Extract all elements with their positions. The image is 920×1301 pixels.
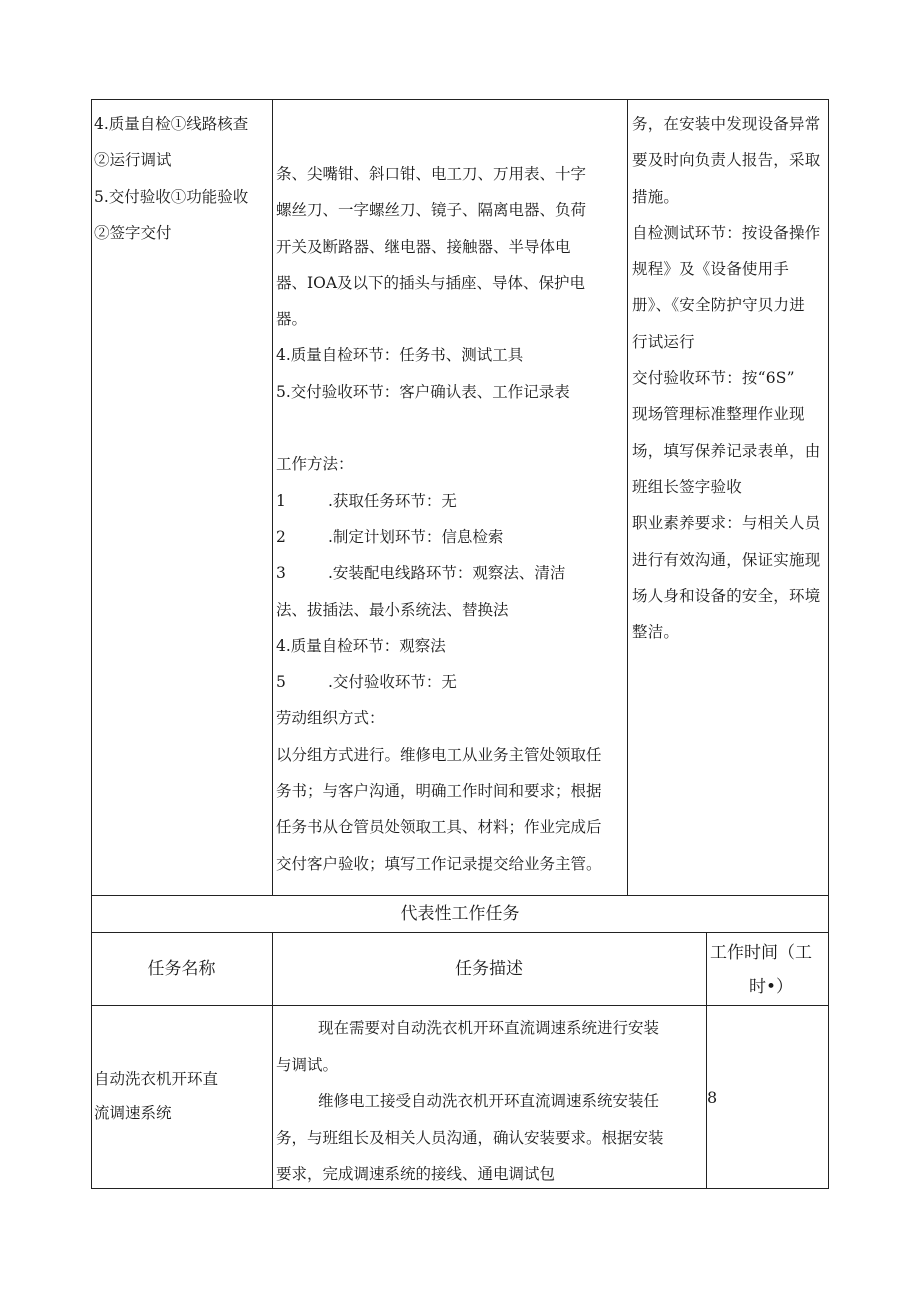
- tools-and-methods-cell: [276, 156, 624, 882]
- text-line: ②签字交付: [94, 223, 172, 242]
- text-line: 务书；与客户沟通，明确工作时间和要求；根据: [276, 782, 602, 801]
- text-line: 任务书从仓管员处领取工具、材料；作业完成后: [276, 818, 602, 837]
- text-line: 务，在安装中发现设备异常: [632, 115, 821, 133]
- header-task-name: 任务名称: [147, 959, 216, 979]
- text-line: ②运行调试: [94, 151, 172, 170]
- text-line: 法、拔插法、最小系统法、替换法: [276, 600, 509, 619]
- table-left-border: [91, 99, 92, 1189]
- text-line: 以分组方式进行。维修电工从业务主管处领取任: [276, 745, 602, 764]
- table-top-border: [91, 99, 829, 100]
- text-line: 班组长签字验收: [632, 477, 742, 496]
- work-steps-cell: [94, 106, 270, 251]
- text-line: 器、IOA及以下的插头与插座、导体、保护电: [276, 273, 586, 292]
- text-line: 4.质量自检①线路核查: [94, 115, 249, 133]
- text-line: 整洁。: [632, 623, 680, 642]
- row-divider: [91, 895, 829, 896]
- text-line: 与调试。: [276, 1055, 339, 1074]
- text-line: 交付客户验收；填写工作记录提交给业务主管。: [276, 854, 602, 873]
- text-line: 进行有效沟通，保证实施现: [632, 550, 821, 569]
- text-line: 维修电工接受自动洗衣机开环直流调速系统安装任: [318, 1092, 660, 1110]
- header-work-time-line2: 时•）: [748, 977, 794, 997]
- text-line: 螺丝刀、一字螺丝刀、镜子、隔离电器、负荷: [276, 201, 587, 220]
- method-item: 2 .制定计划环节：信息检索: [276, 527, 504, 546]
- text-line: 措施。: [632, 187, 680, 206]
- task-name-line: 流调速系统: [94, 1104, 172, 1122]
- table-right-border: [828, 99, 829, 1189]
- text-line: 条、尖嘴钳、斜口钳、电工刀、万用表、十字: [276, 165, 587, 183]
- section-title: 代表性工作任务: [400, 904, 520, 924]
- column-divider: [627, 99, 628, 896]
- text-line: 行试运行: [632, 332, 695, 351]
- row-divider: [91, 1005, 829, 1006]
- header-work-time-line1: 工作时间（工: [710, 943, 812, 963]
- text-line: 工作方法：: [276, 455, 354, 474]
- method-item: 5 .交付验收环节：无: [276, 673, 457, 692]
- text-line: 现在需要对自动洗衣机开环直流调速系统进行安装: [318, 1019, 660, 1037]
- task-description-cell: [276, 1010, 706, 1193]
- task-name-line: 自动洗衣机开环直: [94, 1070, 219, 1088]
- text-line: 要求，完成调速系统的接线、通电调试包: [276, 1165, 556, 1183]
- blank-line: [276, 410, 624, 446]
- text-line: 要及时向负责人报告，采取: [632, 151, 821, 170]
- text-line: 5.交付验收环节：客户确认表、工作记录表: [276, 382, 570, 401]
- text-line: 器。: [276, 310, 308, 329]
- text-line: 4.质量自检环节：观察法: [276, 636, 446, 655]
- requirements-cell: [632, 106, 826, 650]
- column-divider: [272, 99, 273, 896]
- text-line: 规程》及《设备使用手: [632, 260, 790, 279]
- method-item: 1 .获取任务环节：无: [276, 491, 457, 510]
- text-line: 册》、《安全防护守贝力进: [632, 296, 805, 315]
- text-line: 交付验收环节：按“6S”: [632, 369, 795, 388]
- text-line: 自检测试环节：按设备操作: [632, 223, 821, 242]
- header-work-time: [706, 936, 832, 1004]
- text-line: 劳动组织方式：: [276, 709, 385, 728]
- method-item: 3 .安装配电线路环节：观察法、清洁: [276, 564, 566, 583]
- header-task-description: 任务描述: [455, 959, 523, 979]
- task-work-time: 8: [707, 1088, 718, 1107]
- text-line: 开关及断路器、继电器、接触器、半导体电: [276, 237, 571, 256]
- text-line: 职业素养要求：与相关人员: [632, 514, 821, 533]
- text-line: 4.质量自检环节：任务书、测试工具: [276, 346, 524, 365]
- text-line: 5.交付验收①功能验收: [94, 187, 249, 206]
- text-line: 现场管理标准整理作业现: [632, 405, 805, 424]
- row-divider: [91, 932, 829, 933]
- text-line: 场，填写保养记录表单，由: [632, 441, 821, 460]
- text-line: 场人身和设备的安全，环境: [632, 586, 821, 605]
- task-name-cell: [94, 1062, 270, 1130]
- text-line: 务，与班组长及相关人员沟通，确认安装要求。根据安装: [276, 1128, 664, 1147]
